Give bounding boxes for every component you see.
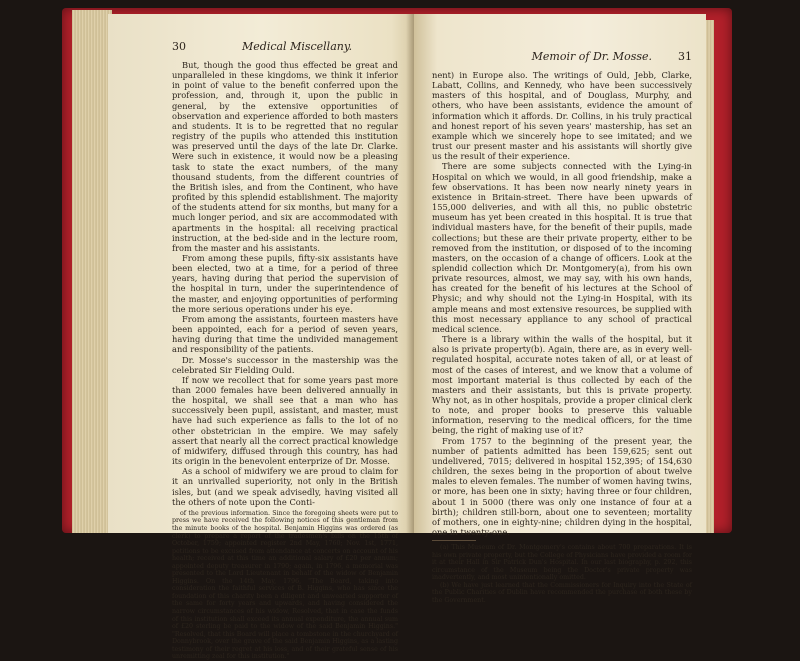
left-page-number: 30 [172, 40, 186, 53]
paragraph: From among the assistants, fourteen masters have been appointed, each for a period of seven years, having during that time the undivided management and responsibility of the patients. [172, 313, 398, 355]
left-footnotes [172, 510, 398, 661]
footnote: (b) We have just learned that the Commissioners for Inquiry into the State of the Public Charities of Dublin have recommended the purchase of both these by the Government. [432, 581, 692, 605]
paragraph: There is a library within the walls of the hospital, but it also is private property(b). Again, there are, as in every well-regulated hospital, accurate notes taken of all, or at least of most of the cases of interest, and we know that a volume of most important material is thus collected by each of the masters and their assistants, but this is private property. Why not, as in other hospitals, provide a proper clinical clerk to note, and proper books to preserve this valuable information, reserving to the medical officers, for the time being, the right of making use of it? [432, 334, 692, 436]
paragraph: But, though the good thus effected be great and unparalleled in these kingdoms, we think it inferior in point of value to the benefit conferred upon the profession, and, through it, upon the public in general, by the extensive opportunities of observation and experience afforded to both masters and students. It is to be regretted that no regular registry of the pupils who attended this institution was preserved until the days of the late Dr. Clarke. Were such in existence, it would now be a pleasing task to state the exact numbers, of the many thousand students, from the different countries of the British isles, and from the Continent, who have profited by this splendid establishment. The majority of the students attend for six months, but many for a much longer period, and six are accommodated with apartments in the hospital: all receiving practical instruction, at the bed-side and in the lecture room, from the master and his assistants. [172, 60, 398, 253]
left-page [108, 14, 416, 661]
footnote-rule [432, 540, 476, 541]
paragraph: If now we recollect that for some years past more than 2000 females have been delivered annually in the hospital, we shall see that a man who has successively been pupil, assistant, and master, must have had such experience as falls to the lot of no other obstetrician in the empire. We may safely assert that nearly all the correct practical knowledge of midwifery, diffused through this country, has had its origin in the benevolent enterprize of Dr. Mosse. [172, 374, 398, 467]
footnote: of the previous information. Since the foregoing sheets were put to press we have received the following notices of this gentleman from the minute books of the hospital. Benjamin Higgins was ordered (as clerk) to prepare a report of the tradesmen's bills on the 15th of October, 1759; appointed register 2nd May, 1760; Nov. 1st, 1771, petitions to be excused from attendance at concerts on account of his health; received at this time an additional salary of £20 per annum; appointed deputy treasurer in 1790; again, in 1796, a memorial was presented to the Lord Lieutenant in behalf of the widow of Benjamin Higgins. On the 14th May, 1796, "The Board, taking into consideration the faithful services of B. Higgins, who has since the foundation of this charity been a diligent and unwearied supporter of the same for forty years and upwards, and having considered the narrow circumstances of his widow, Resolved, that in case the funds of this institution shall exceed its annual expenditure, the annual sum of £20 sterling be paid to the widow of the said Benjamin Higgins." "Resolved, that this Board will place a tombstone in the churchyard of Donnybrook, over the grave of the said Benjamin Higgins, as a lasting testimony of their regret at his loss, and of their grateful sense of his unremitting zeal for this institution." [172, 509, 398, 661]
paragraph: From 1757 to the beginning of the present year, the number of patients admitted has been 159,625; sent out undelivered, 7015; delivered in hospital 152,395; of 154,630 children, the sexes being in the proportion of about twelve males to eleven females. The number of women having twins, or more, has been one in sixty; having three or four children, about 1 in 5000 (there was only one instance of four at a birth); children still-born, about one to seventeen; mortality of mothers, one in eighty-nine; children dying in the hospital, one in twenty-one. [432, 435, 692, 538]
paragraph: There are some subjects connected with the Lying-in Hospital on which we would, in all good friendship, make a few observations. It has been now nearly ninety years in existence in Britain-street. There have been upwards of 155,000 deliveries, and with all this, no public obstetric museum has yet been created in this hospital. It is true that individual masters have, for the benefit of their pupils, made collections; but these are their private property, either to be removed from the institution, or disposed of to the incoming masters, on the occasion of a change of officers. Look at the splendid collection which Dr. Montgomery(a), from his own private resources, almost, we may say, with his own hands, has created for the benefit of his lectures at the School of Physic; and why should not the Lying-in Hospital, with its ample means and most extensive resources, be supplied with this most necessary appliance to any school of practical medical science. [432, 161, 692, 334]
right-page [414, 14, 706, 605]
page-edges-left [72, 10, 112, 533]
right-body-text [432, 70, 692, 537]
paragraph: Dr. Mosse's successor in the mastership was the celebrated Sir Fielding Ould. [172, 354, 398, 375]
paragraph: From among these pupils, fifty-six assistants have been elected, two at a time, for a period of three years, having during that period the supervision of the hospital in turn, under the superintendence of the master, and enjoying opportunities of performing the more serious operations under his eye. [172, 252, 398, 314]
paragraph: nent) in Europe also. The writings of Ould, Jebb, Clarke, Labatt, Collins, and Kennedy, who have been successively masters of this hospital, and of Douglass, Murphy, and others, who have been assistants, evidence the amount of information which it affords. Dr. Collins, in his truly practical and honest report of his seven years' mastership, has set an example which we sincerely hope to see imitated; and we trust our present master and his assistants will shortly give us the result of their experience. [432, 70, 692, 162]
footnote: (a) This Museum of Dr. Montgomery's contains about 700 preparations. It is his own private property, but the College of Physicians have provided a room for it at their Hall in Sir Patrick Dun's Hospital. In our last biography, p. 292, this circumstance of the Museum being the Doctor's private property was inadvertently, and most unintentionally omitted. [432, 544, 692, 582]
right-running-title: Memoir of Dr. Mosse. [531, 50, 652, 63]
paragraph: As a school of midwifery we are proud to claim for it an unrivalled superiority, not only in the British isles, but (and we speak advisedly, having visited all the others of note upon the Conti- [172, 466, 398, 507]
right-footnotes [432, 544, 692, 604]
right-page-number: 31 [678, 50, 692, 63]
left-body-text [172, 60, 398, 507]
left-running-title: Medical Miscellany. [242, 40, 353, 53]
